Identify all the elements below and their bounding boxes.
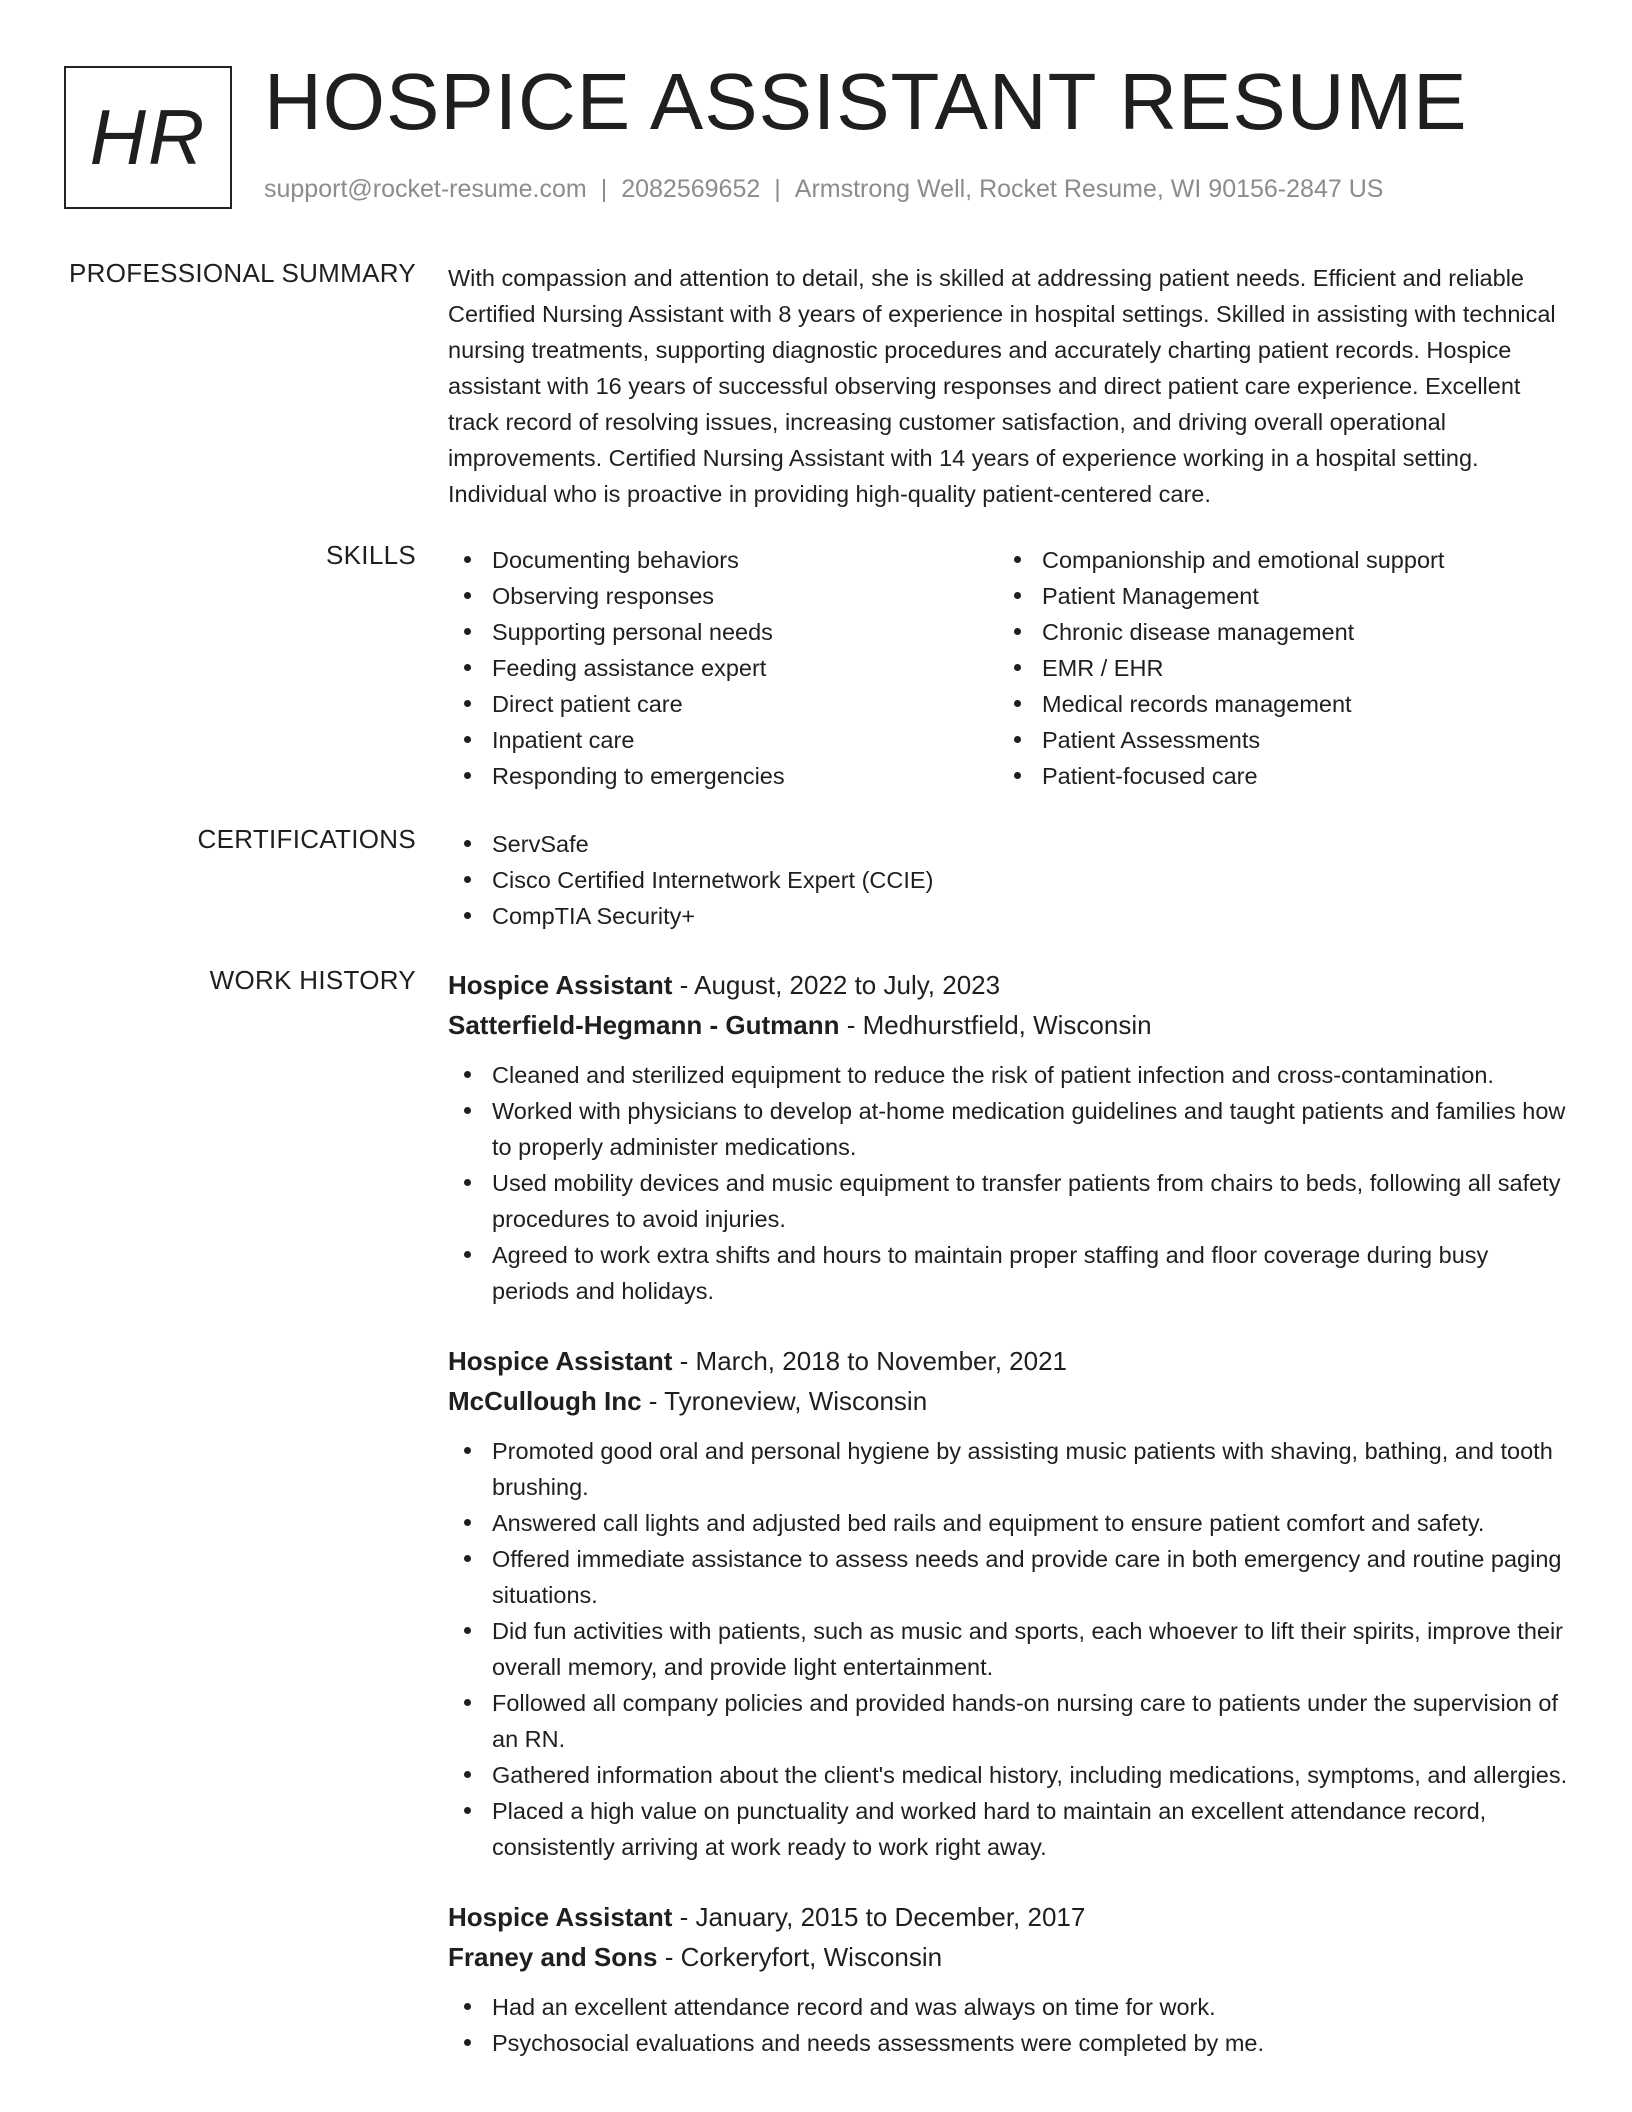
contact-line — [264, 175, 1383, 204]
skill-item: Companionship and emotional support — [998, 542, 1548, 578]
work-history-heading: WORK HISTORY — [209, 965, 416, 995]
skill-item: Inpatient care — [448, 722, 998, 758]
skill-item: Patient Management — [998, 578, 1548, 614]
job-entry — [448, 1341, 1568, 1865]
skill-item: Chronic disease management — [998, 614, 1548, 650]
job-entry — [448, 1897, 1568, 2061]
job-company-line — [448, 1005, 1568, 1045]
job-title: Hospice Assistant — [448, 1346, 673, 1376]
job-location: - Medhurstfield, Wisconsin — [839, 1010, 1152, 1040]
job-location: - Tyroneview, Wisconsin — [641, 1386, 928, 1416]
summary-heading: PROFESSIONAL SUMMARY — [69, 258, 416, 288]
job-title: Hospice Assistant — [448, 970, 673, 1000]
job-location: - Corkeryfort, Wisconsin — [657, 1942, 943, 1972]
skills-list-left — [448, 542, 998, 794]
skill-item: Supporting personal needs — [448, 614, 998, 650]
job-bullet: Cleaned and sterilized equipment to reduce the risk of patient infection and cross-contamination. — [448, 1057, 1568, 1093]
skill-item: Feeding assistance expert — [448, 650, 998, 686]
job-company: McCullough Inc — [448, 1386, 642, 1416]
job-bullet: Answered call lights and adjusted bed rails and equipment to ensure patient comfort and safety. — [448, 1505, 1568, 1541]
certification-item: Cisco Certified Internetwork Expert (CCIE) — [448, 862, 1568, 898]
job-bullet: Had an excellent attendance record and was always on time for work. — [448, 1989, 1568, 2025]
job-company-line — [448, 1381, 1568, 1421]
skill-item: Direct patient care — [448, 686, 998, 722]
job-title-line — [448, 1341, 1568, 1381]
job-bullet: Gathered information about the client's medical history, including medications, symptoms, and allergies. — [448, 1757, 1568, 1793]
skill-item: Patient Assessments — [998, 722, 1548, 758]
job-title-line — [448, 1897, 1568, 1937]
skill-item: EMR / EHR — [998, 650, 1548, 686]
contact-separator: | — [600, 175, 608, 203]
skill-item: Patient-focused care — [998, 758, 1548, 794]
certification-item: ServSafe — [448, 826, 1568, 862]
job-entry — [448, 965, 1568, 1309]
certifications-body — [448, 826, 1568, 934]
contact-separator: | — [774, 175, 781, 203]
skill-item: Medical records management — [998, 686, 1548, 722]
job-bullet: Placed a high value on punctuality and worked hard to maintain an excellent attendance record, consistently arriving at work ready to work right away. — [448, 1793, 1568, 1865]
work-history-body — [448, 965, 1568, 2061]
certification-item: CompTIA Security+ — [448, 898, 1568, 934]
job-company: Franey and Sons — [448, 1942, 658, 1972]
job-bullet-list — [448, 1433, 1568, 1865]
monogram-logo: HR — [64, 66, 232, 209]
job-bullet: Worked with physicians to develop at-home medication guidelines and taught patients and families how to properly administer medications. — [448, 1093, 1568, 1165]
skills-heading: SKILLS — [326, 540, 416, 570]
job-bullet-list — [448, 1057, 1568, 1309]
job-bullet-list — [448, 1989, 1568, 2061]
skill-item: Documenting behaviors — [448, 542, 998, 578]
job-bullet: Offered immediate assistance to assess needs and provide care in both emergency and routine paging situations. — [448, 1541, 1568, 1613]
job-title: Hospice Assistant — [448, 1902, 673, 1932]
certifications-heading: CERTIFICATIONS — [197, 824, 416, 854]
job-bullet: Used mobility devices and music equipment to transfer patients from chairs to beds, following all safety procedures to avoid injuries. — [448, 1165, 1568, 1237]
job-dates: - March, 2018 to November, 2021 — [672, 1346, 1067, 1376]
skills-list-right — [998, 542, 1548, 794]
skill-item: Responding to emergencies — [448, 758, 998, 794]
contact-phone: 2082569652 — [621, 175, 761, 203]
skill-item: Observing responses — [448, 578, 998, 614]
skills-body — [448, 542, 1568, 794]
job-bullet: Did fun activities with patients, such as music and sports, each whoever to lift their spirits, improve their overall memory, and provide light entertainment. — [448, 1613, 1568, 1685]
job-title-line — [448, 965, 1568, 1005]
job-dates: - August, 2022 to July, 2023 — [672, 970, 1001, 1000]
resume-title: HOSPICE ASSISTANT RESUME — [264, 57, 1468, 146]
job-bullet: Promoted good oral and personal hygiene by assisting music patients with shaving, bathing, and tooth brushing. — [448, 1433, 1568, 1505]
summary-text: With compassion and attention to detail, she is skilled at addressing patient needs. Efficient and reliable Certified Nursing Assistant with 8 years of experience in hospital settings. Skilled in assisting with technical nursing treatments, supporting diagnostic procedures and accurately charting patient records. Hospice assistant with 16 years of successful observing responses and direct patient care experience. Excellent track record of resolving issues, increasing customer satisfaction, and driving overall operational improvements. Certified Nursing Assistant with 14 years of experience working in a hospital setting. Individual who is proactive in providing high-quality patient-centered care. — [448, 265, 1556, 507]
contact-address: Armstrong Well, Rocket Resume, WI 90156-2847 US — [794, 175, 1384, 203]
job-bullet: Psychosocial evaluations and needs assessments were completed by me. — [448, 2025, 1568, 2061]
job-bullet: Agreed to work extra shifts and hours to maintain proper staffing and floor coverage during busy periods and holidays. — [448, 1237, 1568, 1309]
contact-email: support@rocket-resume.com — [264, 175, 587, 203]
job-company: Satterfield-Hegmann - Gutmann — [448, 1010, 840, 1040]
job-bullet: Followed all company policies and provided hands-on nursing care to patients under the supervision of an RN. — [448, 1685, 1568, 1757]
job-company-line — [448, 1937, 1568, 1977]
job-dates: - January, 2015 to December, 2017 — [672, 1902, 1086, 1932]
certifications-list — [448, 826, 1568, 934]
